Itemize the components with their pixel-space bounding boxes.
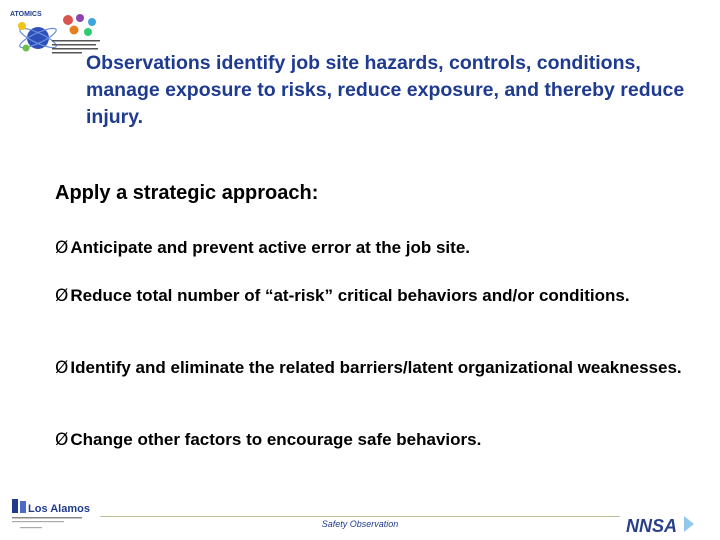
bullet-text: Identify and eliminate the related barriers/latent organizational weaknesses. — [70, 358, 682, 377]
bullet-item — [55, 284, 685, 308]
subheading: Apply a strategic approach: — [55, 182, 319, 204]
bullet-item — [55, 236, 685, 260]
slide-title: Observations identify job site hazards, controls, conditions, manage exposure to risks, reduce exposure, and thereby reduce injury. — [86, 52, 685, 128]
los-alamos-logo — [8, 495, 103, 535]
nnsa-logo — [624, 512, 698, 538]
bullet-text: Reduce total number of “at-risk” critical behaviors and/or conditions. — [70, 286, 630, 305]
arrow-bullet-icon: Ø — [55, 430, 69, 450]
arrow-bullet-icon: Ø — [55, 358, 69, 378]
lanl-wordmark: Los Alamos — [28, 503, 90, 515]
bullet-item — [55, 428, 685, 452]
nnsa-wordmark: NNSA — [626, 516, 678, 536]
bullet-text: Change other factors to encourage safe behaviors. — [70, 430, 482, 449]
arrow-bullet-icon: Ø — [55, 286, 69, 306]
bullet-item — [55, 356, 685, 380]
bullet-text: Anticipate and prevent active error at the job site. — [70, 238, 470, 257]
footer-label: Safety Observation — [321, 519, 399, 529]
arrow-bullet-icon: Ø — [55, 238, 69, 258]
svg-text:ATOMICS: ATOMICS — [10, 11, 42, 18]
footer-divider — [100, 516, 620, 517]
